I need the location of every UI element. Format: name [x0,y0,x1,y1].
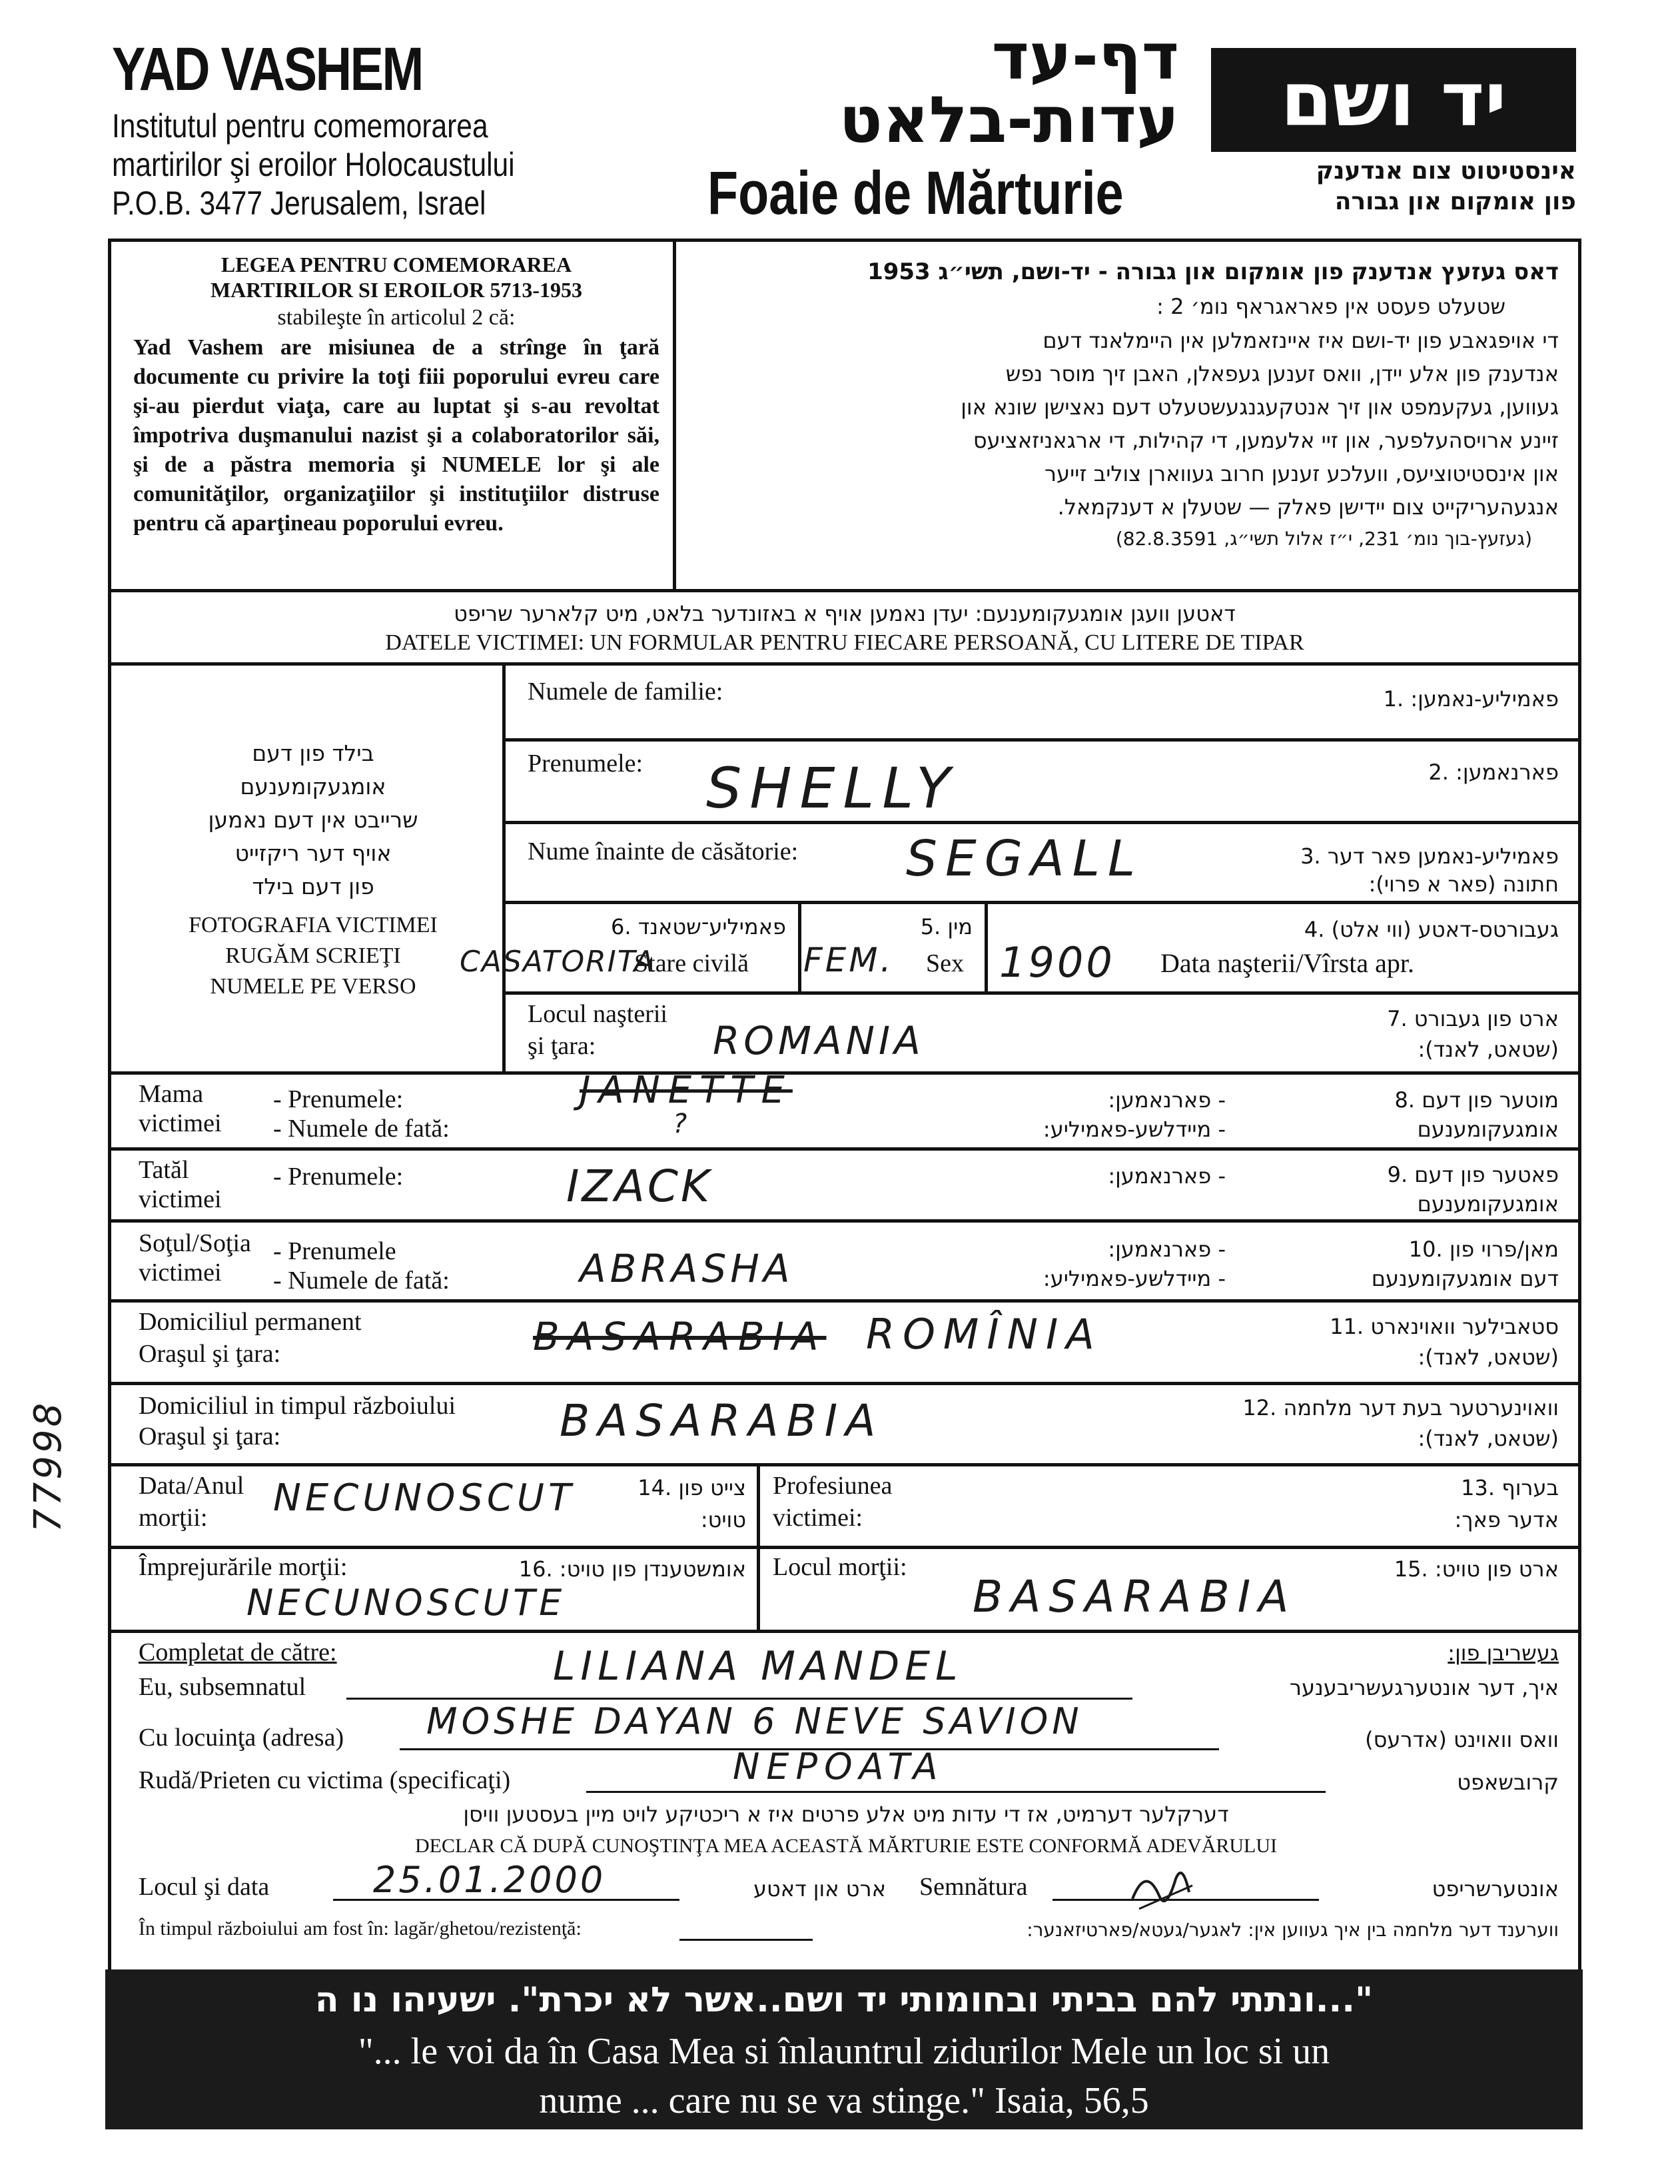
spouse-first-label: - Prenumele [273,1237,396,1265]
first-name-value[interactable]: SHELLY [706,756,959,821]
spouse-maiden-label: - Numele de fată: [273,1267,450,1295]
completed-yiddish: געשריבן פון: [1448,1640,1559,1666]
org-title: YAD VASHEM [112,35,422,103]
footer-banner [105,1969,1583,2129]
spouse-maiden-yiddish: - מיידלשע-פאמיליע: [1043,1266,1226,1291]
photo-label-2: RUGĂM SCRIEŢI [225,943,401,968]
photo-yiddish-3: שרייבט אין דעם נאמען [208,807,418,833]
profession-label-2: victimei: [773,1504,863,1532]
first-name-label: Prenumele: [528,750,643,778]
signature-yiddish: אונטערשריפט [1432,1876,1559,1902]
undersigned-label: Eu, subsemnatul [139,1673,306,1701]
relation-yiddish: קרובשאפט [1457,1770,1559,1795]
footer-line-2: nume ... care nu se va stinge." Isaia, 56,5 [539,2080,1149,2121]
circumstances-value[interactable]: NECUNOSCUTE [246,1582,566,1624]
completed-label: Completat de către: [139,1638,337,1666]
death-date-value[interactable]: NECUNOSCUT [273,1476,576,1520]
death-date-label-2: morţii: [139,1504,208,1532]
right-yiddish-1: אינסטיטוט צום אנדענק [1316,157,1576,185]
marital-label: Stare civilă [634,949,749,977]
relation-value[interactable]: NEPOATA [733,1746,945,1788]
yiddish-law-body-5: און אינסטיטוציעס, וועלכע זענען חרוב געווארן צוליב זייער [1045,461,1559,486]
residence-yiddish-1: סטאבילער וואוינארט .11 [1330,1314,1559,1339]
mother-maiden-yiddish: - מיידלשע-פאמיליע: [1043,1117,1226,1142]
yiddish-law-line-2: שטעלט פעסט אין פאראגראף נומ׳ 2 : [1156,294,1505,319]
family-name-yiddish: פאמיליע-נאמען: .1 [1383,686,1559,712]
mother-first-yiddish: - פארנאמען: [1108,1087,1226,1113]
profession-label-1: Profesiunea [773,1472,893,1500]
photo-yiddish-2: אומגעקומענעם [240,774,386,800]
father-label: Tatăl victimei [139,1156,222,1213]
residence-label-1: Domiciliul permanent [139,1308,362,1336]
war-residence-label-2: Oraşul şi ţara: [139,1422,281,1450]
mother-yiddish-1: מוטער פון דעם .8 [1394,1087,1559,1113]
law-body: Yad Vashem are misiunea de a strînge în ţară documente cu privire la toţi fiii poporului evreu care şi-au pierdut viaţa, care au luptat şi s-au revoltat împotriva duşmanului nazist şi a colaboratorilor săi, şi de a păstra memoria şi NUMELE lor şi ale comunităţilor, organizaţiilor şi instituţiilor distruse pentru că aparţineau poporului evreu. [133,335,659,536]
photo-yiddish-4: אויף דער ריקזייט [234,840,392,866]
residence-value[interactable]: ROMÎNIA [866,1310,1102,1359]
spouse-label: Soţul/Soţia victimei [139,1229,251,1287]
photo-label [133,910,493,1002]
sex-label: Sex [926,949,964,977]
footer-line-1: "... le voi da în Casa Mea si înlauntrul zidurilor Mele un loc si un [358,2031,1330,2072]
birthplace-label-1: Locul naşterii [528,1000,667,1028]
spouse-yiddish-1: מאן/פרוי פון .10 [1408,1237,1559,1262]
father-yiddish-2: אומגעקומענעם [1417,1191,1559,1217]
death-place-label: Locul morţii: [773,1553,907,1581]
spouse-first-yiddish: - פארנאמען: [1108,1237,1226,1262]
yiddish-law-body-2: אנדענק פון אלע יידן, וואס זענען געפאלן, האבן זיך מוסר נפש [1005,361,1559,386]
undersigned-value[interactable]: LILIANA MANDEL [553,1643,963,1690]
logo-text: יד ושם [1280,57,1507,143]
org-line-3: P.O.B. 3477 Jerusalem, Israel [112,185,486,222]
birthplace-label-2: şi ţara: [528,1032,596,1060]
law-heading-3: stabileşte în articolul 2 că: [277,305,516,330]
place-date-value[interactable]: 25.01.2000 [373,1859,606,1901]
spouse-yiddish-2: דעם אומגעקומענעם [1371,1266,1559,1291]
marital-value[interactable]: CASATORITA [460,945,655,979]
wartime-label: În timpul războiului am fost în: lagăr/ghetou/rezistenţă: [139,1917,582,1939]
logo-box [1211,48,1576,152]
mother-first-label: - Prenumele: [273,1085,404,1113]
mother-maiden-label: - Numele de fată: [273,1115,450,1143]
place-date-label: Locul şi data [139,1873,270,1901]
circumstances-yiddish: אומשטענדן פון טויט: .16 [518,1556,746,1582]
center-hebrew-2: עדות-בלאט [839,83,1179,157]
maiden-name-yiddish-1: פאמיליע-נאמען פאר דער .3 [1300,843,1559,869]
photo-yiddish-5: פון דעם בילד [252,873,374,899]
mother-label: Mama victimei [139,1080,222,1137]
birth-value[interactable]: 1900 [999,938,1115,987]
address-label: Cu locuinţa (adresa) [139,1724,344,1752]
yiddish-law-line-1: דאס געזעץ אנדענק פון אומקום און גבורה - יד-ושם, תשי״ג 1953 [867,259,1559,285]
margin-note: 77998 [27,1400,70,1532]
yiddish-law-body-6: אנגעהעריקייט צום יידישן פאלק — שטעלן א דענקמאל. [1057,494,1559,520]
right-yiddish-2: פון אומקום און גבורה [1334,188,1576,215]
death-date-label-1: Data/Anul [139,1472,244,1500]
wartime-yiddish: ווערענד דער מלחמה בין איך געווען אין: לאגער/געטא/פארטיזאנער: [1027,1919,1559,1941]
circumstances-label: Împrejurările morţii: [139,1553,348,1581]
center-title: Foaie de Mărturie [707,159,1124,227]
first-name-yiddish: פארנאמען: .2 [1428,760,1559,785]
signature-label: Semnătura [919,1873,1028,1901]
address-yiddish: וואס וואוינט (אדרעס) [1365,1727,1559,1752]
war-residence-yiddish-1: וואוינערטער בעת דער מלחמה .12 [1242,1395,1559,1420]
death-date-yiddish-1: צייט פון .14 [637,1475,746,1500]
place-date-yiddish: ארט און דאטע [753,1876,886,1902]
mother-first-value[interactable]: JANETTE [580,1069,793,1112]
birthplace-value[interactable]: ROMANIA [713,1018,925,1063]
residence-struck: BASARABIA [533,1314,827,1359]
war-residence-label-1: Domiciliul in timpul războiului [139,1392,456,1420]
org-line-2: martirilor şi eroilor Holocaustului [112,146,515,183]
center-hebrew-1: דף-עד [991,19,1179,94]
family-name-label: Numele de familie: [528,678,723,706]
war-residence-value[interactable]: BASARABIA [560,1395,884,1446]
birth-label: Data naşterii/Vîrsta apr. [1160,948,1414,978]
death-place-yiddish: ארט פון טויט: .15 [1394,1556,1559,1582]
death-place-value[interactable]: BASARABIA [973,1571,1297,1622]
org-line-1: Institutul pentru comemorarea [112,107,488,145]
declare: DECLAR CĂ DUPĂ CUNOŞTINŢA MEA ACEASTĂ MĂRTURIE ESTE CONFORMĂ ADEVĂRULUI [414,1835,1278,1857]
birth-yiddish: געבורטס-דאטע (ווי אלט) .4 [1304,917,1559,942]
address-value[interactable]: MOSHE DAYAN 6 NEVE SAVION [426,1700,1083,1742]
sex-value[interactable]: FEM. [803,941,894,979]
war-residence-yiddish-2: (שטאט, לאנד): [1418,1426,1559,1451]
maiden-name-value[interactable]: SEGALL [906,830,1144,887]
photo-yiddish-1: בילד פון דעם [252,740,374,766]
sex-yiddish: מין .5 [920,914,973,939]
father-first-yiddish: - פארנאמען: [1108,1163,1226,1189]
father-yiddish-1: פאטער פון דעם .9 [1387,1162,1559,1187]
declare-yiddish: דערקלער דערמיט, אז די עדות מיט אלע פרטים איז א ריכטיקע לויט מיין בעסטען וויסן [463,1802,1229,1827]
birthplace-yiddish-1: ארט פון געבורט .7 [1387,1006,1559,1031]
law-heading-1: LEGEA PENTRU COMEMORAREA [220,253,572,276]
victim-yiddish-heading: דאטען וועגן אומגעקומענעם: יעדן נאמען אויף א באזונדער בלאט, מיט קלארער שריפט [454,601,1236,626]
father-first-value[interactable]: IZACK [566,1161,713,1212]
signature-mark [1126,1859,1199,1919]
relation-label: Rudă/Prieten cu victima (specificaţi) [139,1766,511,1794]
mother-yiddish-2: אומגעקומענעם [1417,1117,1559,1142]
yiddish-law-body-3: געווען, געקעמפט און זיך אנטקעגנגעשטעלט דעם נאצישן שונא און [961,394,1559,420]
footer-hebrew: "...ונתתי להם בביתי ובחומותי יד ושם..אשר לא יכרת". ישעיהו נו ה [314,1980,1374,2020]
photo-label-3: NUMELE PE VERSO [210,974,416,999]
residence-yiddish-2: (שטאט, לאנד): [1418,1345,1559,1370]
birthplace-yiddish-2: (שטאט, לאנד): [1418,1037,1559,1062]
spouse-first-value[interactable]: ABRASHA [580,1246,794,1291]
maiden-name-yiddish-2: חתונה (פאר א פרוי): [1368,871,1559,897]
father-first-label: - Prenumele: [273,1163,404,1191]
profession-yiddish-1: בערוף .13 [1461,1475,1559,1500]
yiddish-law-body-7: (געזעץ-בוך נומ׳ 231, י״ז אלול תשי״ג, 82.8.3591) [1115,528,1532,550]
death-date-yiddish-2: טויט: [700,1507,746,1532]
maiden-name-label: Nume înainte de căsătorie: [528,837,799,865]
law-box [133,252,659,538]
victim-heading: DATELE VICTIMEI: UN FORMULAR PENTRU FIECARE PERSOANĂ, CU LITERE DE TIPAR [385,630,1304,655]
yiddish-law-body-4: זיינע ארויסהעלפער, און זיי אלעמען, די קהילות, די ארגאניזאציעס [973,428,1559,453]
mother-maiden-value[interactable]: ? [673,1109,695,1139]
law-heading-2: MARTIRILOR SI EROILOR 5713-1953 [210,278,583,302]
yiddish-law-body-1: די אויפגאבע פון יד-ושם איז איינזאמלען אין היימלאנד דעם [1043,328,1559,353]
profession-yiddish-2: אדער פאך: [1454,1507,1559,1532]
yiddish-law [693,255,1559,554]
residence-label-2: Oraşul şi ţara: [139,1340,281,1368]
undersigned-yiddish: איך, דער אונטערגעשריבענער [1289,1675,1559,1700]
photo-yiddish [133,737,493,903]
marital-yiddish: פאמיליע־שטאנד .6 [611,914,786,939]
photo-label-1: FOTOGRAFIA VICTIMEI [189,913,438,937]
